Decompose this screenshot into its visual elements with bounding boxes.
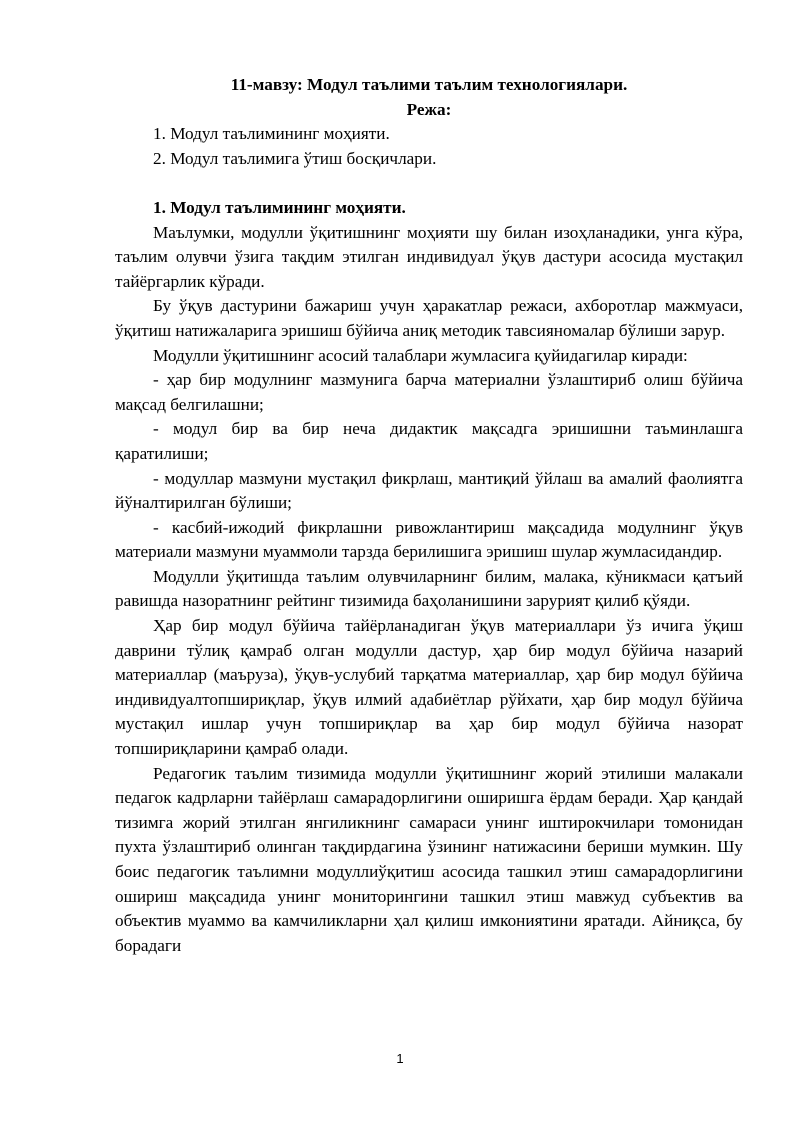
list-item: - касбий-ижодий фикрлашни ривожлантириш мақсадида модулнинг ўқув материали мазмуни муаммоли тарзда берилишига эришиш шулар жумласидандир. bbox=[115, 517, 743, 562]
page-content bbox=[115, 73, 743, 958]
paragraph: Редагогик таълим тизимида модулли ўқитишнинг жорий этилиши малакали педагок кадрларни тайёрлаш самарадорлигини оширишга ёрдам беради. Ҳар қандай тизимга жорий этилган янгиликнинг самараси унинг иштирокчилари томонидан пухта ўзлаштириб олинган тақдирдагина ўзининг натижасини бериши мумкин. Шу боис педагогик таълимни модуллиўқитиш асосида ташкил этиш самарадорлигини ошириш мақсадида унинг мониторингини ташкил этиш мавжуд субъектив ва объектив муаммо ва камчиликларни ҳал қилиш имкониятини яратади. Айниқса, бу борадаги bbox=[115, 763, 743, 955]
list-item: - ҳар бир модулнинг мазмунига барча материални ўзлаштириб олиш бўйича мақсад белгилашни; bbox=[115, 370, 743, 414]
blank-line bbox=[115, 171, 743, 196]
paragraph: Бу ўқув дастурини бажариш учун ҳаракатлар режаси, ахборотлар мажмуаси, ўқитиш натижаларига эришиш бўйича аниқ методик тавсияномалар бўлиши зарур. bbox=[115, 296, 743, 340]
paragraph: Ҳар бир модул бўйича тайёрланадиган ўқув материаллари ўз ичига ўқиш даврини тўлиқ қамраб олган модулли дастур, ҳар бир модул бўйича назарий материаллар (маъруза), ўқув-услубий тарқатма материаллар, ҳар бир модул бўйича индивидуалтопшириқлар, ўқув илмий адабиётлар рўйхати, ҳар бир модул бўйича мустақил ишлар учун топшириқлар ва ҳар бир модул бўйича назорат топшириқларини қамраб олади. bbox=[115, 616, 743, 759]
paragraph: Модулли ўқитишда таълим олувчиларнинг билим, малака, кўникмаси қатъий равишда назоратнинг рейтинг тизимида баҳоланишини зарурият қилиб қўяди. bbox=[115, 566, 743, 611]
document-title: 11-мавзу: Модул таълими таълим технологиялари. bbox=[230, 75, 628, 94]
page-number: 1 bbox=[396, 1051, 404, 1066]
paragraph: Маълумки, модулли ўқитишнинг моҳияти шу билан изоҳланадики, унга кўра, таълим олувчи ўзига тақдим этилган индивидуал ўқув дастури асосида мустақил тайёргарлик кўради. bbox=[115, 222, 743, 291]
plan-item: 2. Модул таълимига ўтиш босқичлари. bbox=[153, 148, 437, 168]
plan-item: 1. Модул таълимининг моҳияти. bbox=[153, 124, 390, 144]
list-item: - модуллар мазмуни мустақил фикрлаш, мантиқий ўйлаш ва амалий фаолиятга йўналтирилган бўлиши; bbox=[115, 468, 743, 513]
section-heading: 1. Модул таълимининг моҳияти. bbox=[153, 197, 406, 217]
paragraph: Модулли ўқитишнинг асосий талаблари жумласига қуйидагилар киради: bbox=[153, 345, 688, 365]
plan-label: Режа: bbox=[406, 99, 452, 119]
list-item: - модул бир ва бир неча дидактик мақсадга эришишни таъминлашга қаратилиши; bbox=[115, 419, 743, 463]
